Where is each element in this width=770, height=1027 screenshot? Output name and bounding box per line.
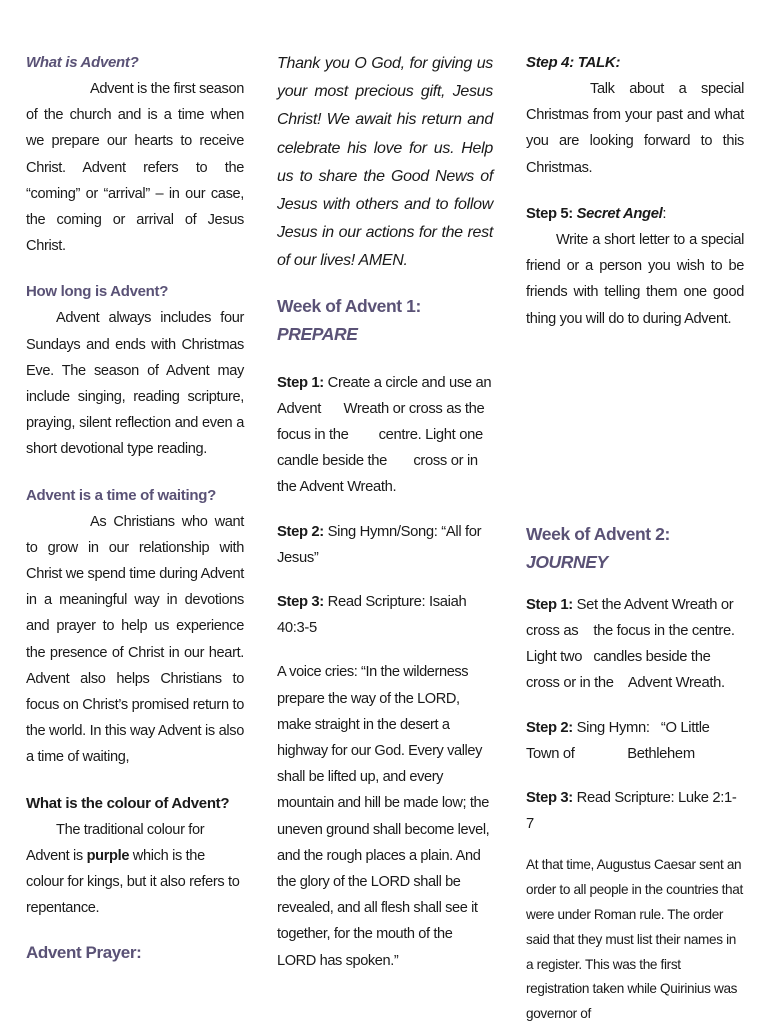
week2-step3-label: Step 3: xyxy=(526,790,573,807)
step5-heading xyxy=(526,201,744,227)
colour-purple-word: purple xyxy=(86,847,130,864)
how-long-heading: How long is Advent? xyxy=(26,283,169,301)
advent-prayer-text: Thank you O God, for giving us your most precious gift, Jesus Christ! We await his return and celebrate his love for us. Help us to share the Good News of Jesus with others and to follow Jesus in our actions for the rest of our lives! AMEN. xyxy=(277,55,493,270)
step4-text: Talk about a special Christmas from your past and what you are looking forward to this Christmas. xyxy=(526,81,744,176)
colour-heading: What is the colour of Advent? xyxy=(26,794,230,812)
week2-step2-text: Sing Hymn: “O Little Town of Bethlehem xyxy=(526,719,714,762)
week2-step3-text: Read Scripture: Luke 2:1-7 xyxy=(526,790,737,833)
week1-heading xyxy=(277,292,493,348)
what-is-advent-heading: What is Advent? xyxy=(26,54,139,71)
column-middle xyxy=(277,50,493,974)
week1-step3-label: Step 3: xyxy=(277,594,324,611)
step5-label-italic: Secret Angel xyxy=(576,205,663,222)
week1-prefix: Week of Advent 1: xyxy=(277,295,421,316)
week2-theme: JOURNEY xyxy=(526,551,608,572)
colour-text-start: The traditional colour for Advent is xyxy=(26,821,205,864)
week2-step2 xyxy=(526,715,744,767)
step5-colon: : xyxy=(662,205,667,222)
time-of-waiting-heading: Advent is a time of waiting? xyxy=(26,486,216,504)
week2-scripture-text: At that time, Augustus Caesar sent an order to all people in the countries that were under Roman rule. The order said that they must list their names in a register. This was the first registration taken while Quirinius was governor of xyxy=(526,857,743,1022)
week2-step1-text: Set the Advent Wreath or cross as the focus in the centre. Light two candles beside the cross or in the Advent Wreath. xyxy=(526,596,739,692)
week2-step3 xyxy=(526,785,744,837)
time-of-waiting-text: As Christians who want to grow in our relationship with Christ we spend time during Advent in a meaningful way in devotions and prayer to help us experience the presence of Christ in our heart. Advent also helps Christians to focus on Christ’s promised return to the world. In this way Advent is also a time of waiting, xyxy=(26,513,244,766)
step5-label: Step 5: xyxy=(526,205,577,222)
colour-text-end: which is the colour for kings, but it also refers to repentance. xyxy=(26,847,240,917)
week1-step2-label: Step 2: xyxy=(277,523,324,540)
column-left xyxy=(26,50,244,967)
week2-step1-label: Step 1: xyxy=(526,596,573,613)
week2-prefix: Week of Advent 2: xyxy=(526,523,670,544)
colour-text xyxy=(26,817,244,922)
column-right xyxy=(526,50,744,1027)
what-is-advent-text: Advent is the first season of the church and is a time when we prepare our hearts to receive Christ. Advent refers to the “coming” or “arrival” – in our case, the coming or arrival of Jesus Christ. xyxy=(26,81,244,255)
week1-scripture-text: A voice cries: “In the wilderness prepare the way of the LORD, make straight in the desert a highway for our God. Every valley shall be lifted up, and every mountain and hill be made low; the uneven ground shall become level, and the rough places a plain. And the glory of the LORD shall be revealed, and all flesh shall see it together, for the mouth of the LORD has spoken.” xyxy=(277,664,490,969)
week1-step1-text: Create a circle and use an Advent Wreath or cross as the focus in the centre. Light one candle beside the cross or in the Advent Wreath. xyxy=(277,374,495,496)
week1-step3 xyxy=(277,589,493,641)
week1-step1 xyxy=(277,370,493,501)
week1-step3-text: Read Scripture: Isaiah 40:3-5 xyxy=(277,594,467,637)
week1-step1-label: Step 1: xyxy=(277,374,324,391)
week1-theme: PREPARE xyxy=(277,323,358,344)
week2-heading xyxy=(526,520,744,576)
step4-label: Step 4: TALK: xyxy=(526,54,621,71)
week1-step2-text: Sing Hymn/Song: “All for Jesus” xyxy=(277,523,482,566)
advent-prayer-heading: Advent Prayer: xyxy=(26,943,142,963)
how-long-text: Advent always includes four Sundays and ends with Christmas Eve. The season of Advent may include singing, reading scripture, praying, silent reflection and even a short devotional type reading. xyxy=(26,310,244,458)
week2-step1 xyxy=(526,592,744,697)
week2-step2-label: Step 2: xyxy=(526,719,573,736)
week1-step2 xyxy=(277,519,493,571)
step5-text: Write a short letter to a special friend or a person you wish to be friends with telling them one good thing you will do to during Advent. xyxy=(526,232,744,327)
